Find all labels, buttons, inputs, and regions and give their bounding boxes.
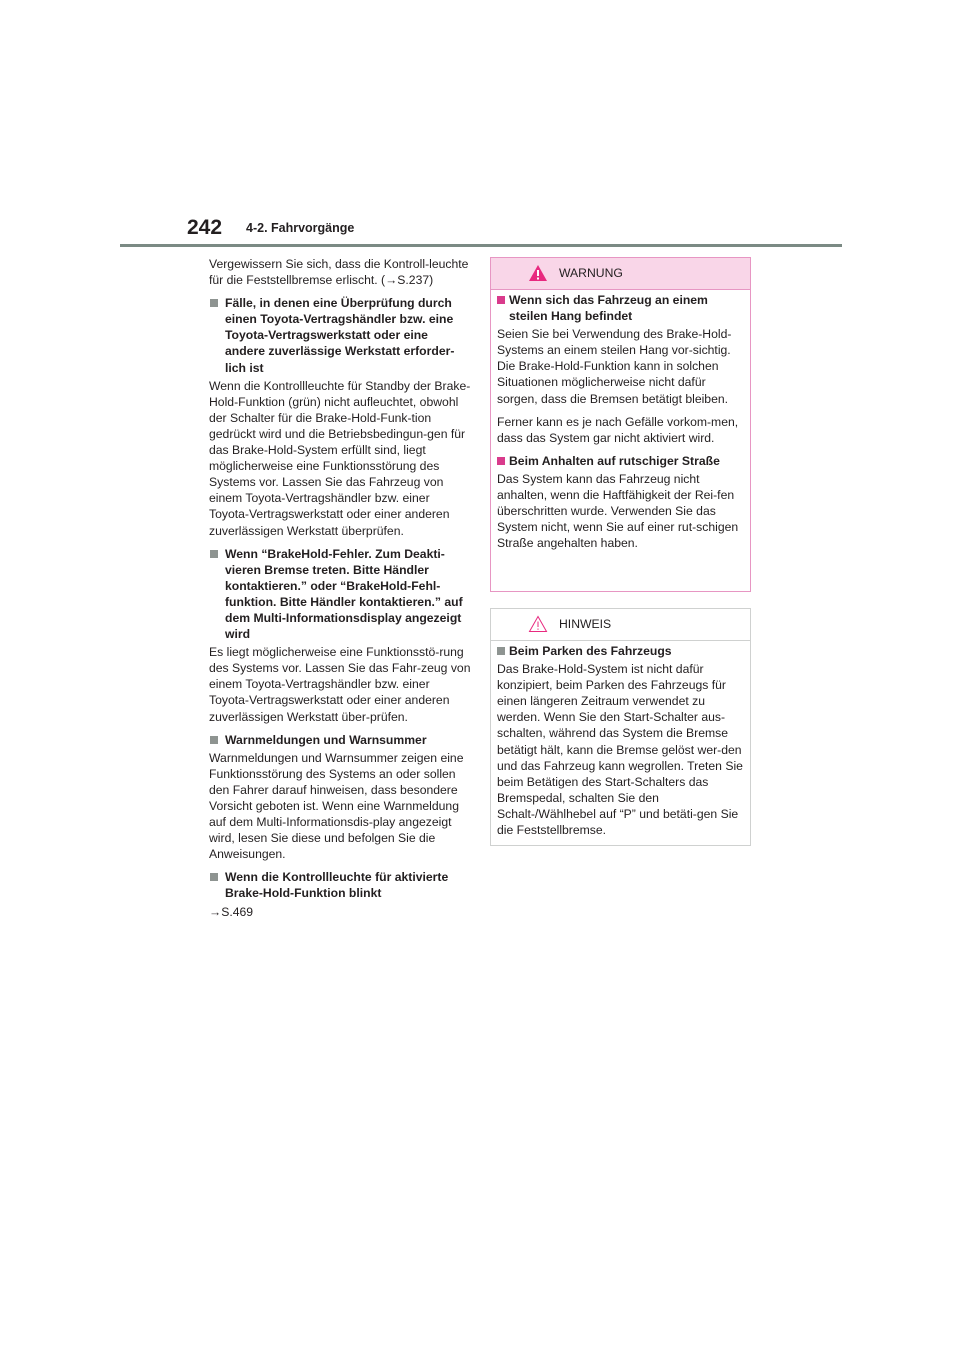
warning-item-heading xyxy=(497,453,744,469)
warning-paragraph: Ferner kann es je nach Gefälle vorkom-men, dass das System gar nicht aktiviert wird. xyxy=(497,414,739,445)
caution-triangle-icon xyxy=(528,615,548,633)
intro-paragraph: Vergewissern Sie sich, dass die Kontroll-leuchte für die Feststellbremse erlischt. (→S.237) xyxy=(209,257,469,288)
item-heading-text: Fälle, in denen eine Überprüfung durch einen Toyota-Vertragshändler bzw. eine Toyota-Vertragswerkstatt oder eine andere zuverlässige Werkstatt erforder-lich ist xyxy=(225,296,455,375)
warning-paragraph: Das System kann das Fahrzeug nicht anhalten, wenn die Haftfähigkeit der Rei-fen überschritten wurde. Verwenden Sie das System nicht, wenn Sie auf einer rut-schigen Straße angehalten haben. xyxy=(497,471,739,551)
item-heading xyxy=(209,546,471,643)
item-heading-text: Wenn “BrakeHold-Fehler. Zum Deakti-vieren Bremse treten. Bitte Händler kontaktieren.” oder “BrakeHold-Fehl-funktion. Bitte Händler kontaktieren.” auf dem Multi-Informationsdisplay angezeigt wird xyxy=(225,546,463,642)
warning-box-body xyxy=(491,290,750,551)
warning-box-header xyxy=(491,258,750,290)
square-bullet-icon xyxy=(497,457,505,465)
square-bullet-icon xyxy=(210,299,218,307)
square-bullet-icon xyxy=(497,296,505,304)
item-heading-text: Wenn die Kontrollleuchte für aktivierte Brake-Hold-Funktion blinkt xyxy=(225,870,449,901)
list-item xyxy=(209,869,471,919)
warning-box xyxy=(490,257,751,592)
warning-item-heading-text: Beim Anhalten auf rutschiger Straße xyxy=(509,453,720,468)
section-title: 4-2. Fahrvorgänge xyxy=(246,221,355,235)
note-item-heading-text: Beim Parken des Fahrzeugs xyxy=(509,644,672,658)
note-box-header xyxy=(491,609,750,641)
page-number: 242 xyxy=(187,216,223,239)
note-item-heading xyxy=(497,643,744,659)
list-item xyxy=(209,546,471,725)
note-box-body xyxy=(491,641,750,838)
item-body: Wenn die Kontrollleuchte für Standby der Brake-Hold-Funktion (grün) nicht aufleuchtet, obwohl der Schalter für die Brake-Hold-Funk-tion gedrückt wird und die Betriebsbedingun-gen für das Brake-Hold-System erfüllt sind, liegt möglicherweise eine Funktionsstörung des Systems vor. Lassen Sie das Fahrzeug von einem Toyota-Vertragshändler bzw. einer Toyota-Vertragswerkstatt oder einer anderen zuverlässigen Werkstatt überprüfen. xyxy=(209,378,471,538)
item-heading xyxy=(209,732,471,748)
item-heading xyxy=(209,869,471,901)
square-bullet-icon xyxy=(210,736,218,744)
item-heading xyxy=(209,295,471,375)
page-reference-link[interactable]: →S.469 xyxy=(209,904,254,919)
warning-triangle-icon xyxy=(528,264,548,282)
warning-item-heading-text: Wenn sich das Fahrzeug an einem steilen Hang befindet xyxy=(509,293,708,324)
item-body: Es liegt möglicherweise eine Funktionsstö-rung des Systems vor. Lassen Sie das Fahr-zeug von einem Toyota-Vertragshändler bzw. einer Toyota-Vertragswerkstatt oder einer anderen zuverlässigen Werkstatt über-prüfen. xyxy=(209,645,471,724)
square-bullet-icon xyxy=(210,550,218,558)
note-box xyxy=(490,608,751,846)
note-paragraph: Das Brake-Hold-System ist nicht dafür konzipiert, beim Parken des Fahrzeugs für einen längeren Zeitraum verwendet zu werden. Wenn Sie den Start-Schalter aus-schalten, während das System die Bremse betätigt hält, kann die Bremse gelöst wer-den und das Fahrzeug kann wegrollen. Treten Sie beim Betätigen des Start-Schalters das Bremspedal, schalten Sie den Schalt-/Wählhebel auf “P” und betäti-gen Sie die Feststellbremse. xyxy=(497,662,743,838)
warning-box-title: WARNUNG xyxy=(559,266,623,280)
header-rule xyxy=(120,244,842,247)
warning-paragraph: Seien Sie bei Verwendung des Brake-Hold-Systems an einem steilen Hang vor-sichtig. Die Brake-Hold-Funktion kann in solchen Situationen möglicherweise nicht dafür sorgen, dass die Bremsen betätigt bleiben. xyxy=(497,327,732,406)
square-bullet-icon xyxy=(497,647,505,655)
left-column xyxy=(209,256,471,927)
warning-item-heading xyxy=(497,292,744,324)
square-bullet-icon xyxy=(210,873,218,881)
item-heading-text: Warnmeldungen und Warnsummer xyxy=(225,732,427,747)
item-body: Warnmeldungen und Warnsummer zeigen eine Funktionsstörung des Systems an oder sollen den Fahrer darauf hinweisen, dass besondere Vorsicht geboten ist. Wenn eine Warnmeldung auf dem Multi-Informationsdis-play angezeigt wird, lesen Sie diese und befolgen Sie die Anweisungen. xyxy=(209,750,464,862)
list-item xyxy=(209,295,471,538)
note-box-title: HINWEIS xyxy=(559,617,612,631)
list-item xyxy=(209,732,471,863)
